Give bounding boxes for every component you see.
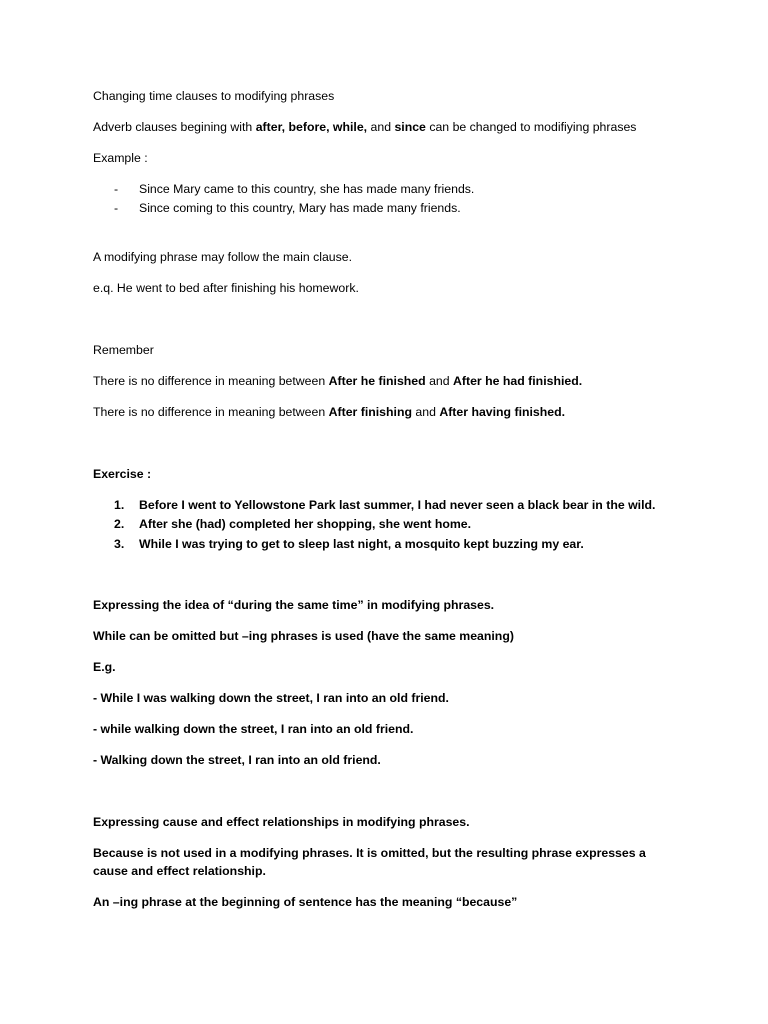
- exercise-number: 1.: [114, 498, 125, 512]
- example-label: Example :: [93, 151, 148, 165]
- intro-words: after, before, while,: [255, 120, 368, 134]
- list-marker: -: [114, 201, 119, 215]
- remember-label: Remember: [93, 343, 154, 357]
- during-example-1: - While I was walking down the street, I ran into an old friend.: [93, 691, 449, 705]
- intro-post: can be changed to modifiying phrases: [425, 120, 637, 134]
- intro-since: since: [394, 120, 426, 134]
- remember-1-pre: There is no difference in meaning between: [93, 374, 329, 388]
- during-note: While can be omitted but –ing phrases is used (have the same meaning): [93, 629, 514, 643]
- intro-paragraph: [93, 118, 636, 136]
- list-item-text: Since coming to this country, Mary has made many friends.: [139, 201, 461, 215]
- remember-2-b: After having finished.: [439, 405, 566, 419]
- intro-mid: and: [367, 120, 395, 134]
- ing-note-quote: “because”: [455, 895, 518, 909]
- cause-note: Because is not used in a modifying phrases. It is omitted, but the resulting phrase expresses a cause and effect relationship.: [93, 846, 646, 878]
- during-example-3: - Walking down the street, I ran into an old friend.: [93, 753, 381, 767]
- exercise-number: 2.: [114, 517, 125, 531]
- follow-note: A modifying phrase may follow the main clause.: [93, 250, 353, 264]
- during-heading: Expressing the idea of “during the same time” in modifying phrases.: [93, 598, 495, 612]
- remember-1-a: After he finished: [328, 374, 426, 388]
- remember-2-a: After finishing: [328, 405, 412, 419]
- exercise-number: 3.: [114, 537, 125, 551]
- remember-2-pre: There is no difference in meaning between: [93, 405, 329, 419]
- ing-note: [93, 893, 517, 911]
- remember-line-2: [93, 403, 565, 421]
- exercise-text: While I was trying to get to sleep last night, a mosquito kept buzzing my ear.: [139, 537, 584, 551]
- page-title: Changing time clauses to modifying phrases: [93, 89, 335, 103]
- eg-label: E.g.: [93, 660, 116, 674]
- exercise-label: Exercise :: [93, 467, 152, 481]
- list-marker: -: [114, 182, 119, 196]
- cause-heading: Expressing cause and effect relationships in modifying phrases.: [93, 815, 470, 829]
- remember-2-mid: and: [411, 405, 440, 419]
- exercise-text: After she (had) completed her shopping, she went home.: [139, 517, 472, 531]
- ing-note-pre: An –ing phrase at the beginning of sentence has the meaning: [93, 895, 456, 909]
- remember-1-b: After he had finishied.: [453, 374, 583, 388]
- intro-pre: Adverb clauses begining with: [93, 120, 256, 134]
- remember-line-1: [93, 372, 582, 390]
- exercise-text: Before I went to Yellowstone Park last summer, I had never seen a black bear in the wild.: [139, 498, 656, 512]
- remember-1-mid: and: [425, 374, 454, 388]
- during-example-2: - while walking down the street, I ran into an old friend.: [93, 722, 414, 736]
- list-item-text: Since Mary came to this country, she has made many friends.: [139, 182, 475, 196]
- eq-example: e.q. He went to bed after finishing his homework.: [93, 281, 359, 295]
